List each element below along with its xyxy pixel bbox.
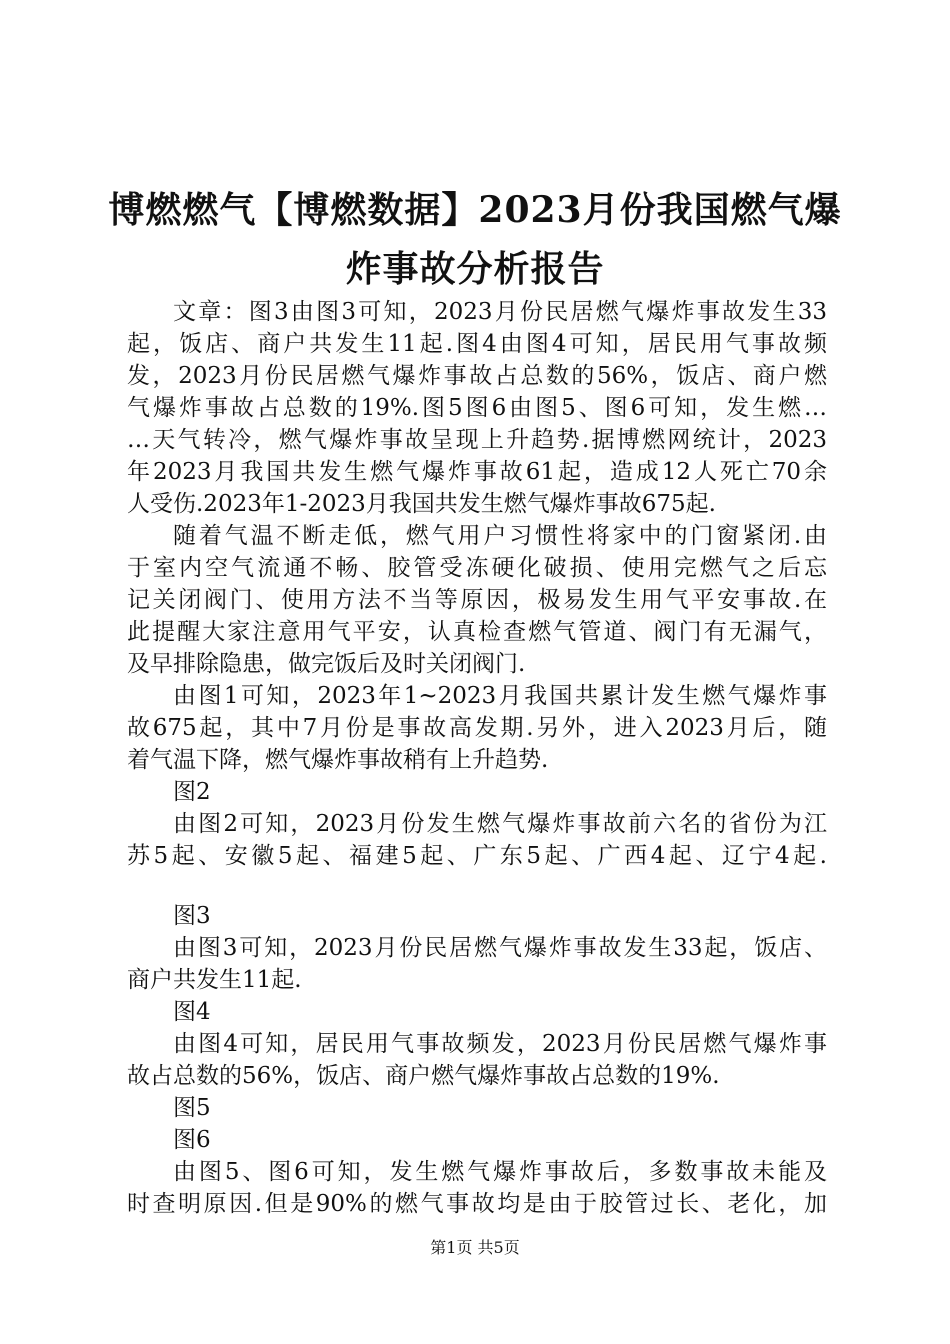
body-line: 此提醒大家注意用气平安，认真检查燃气管道、阀门有无漏气， [127, 619, 827, 645]
body-line: 及早排除隐患，做完饭后及时关闭阀门. [127, 651, 526, 677]
body-line: 于室内空气流通不畅、胶管受冻硬化破损、使用完燃气之后忘 [127, 555, 827, 581]
body-line: 时查明原因.但是90%的燃气事故均是由于胶管过长、老化，加 [127, 1191, 827, 1217]
body-line: …天气转冷，燃气爆炸事故呈现上升趋势.据博燃网统计，2023 [127, 427, 827, 453]
figure-caption: 图5 [173, 1095, 211, 1121]
body-line: 由图3可知，2023月份民居燃气爆炸事故发生33起，饭店、 [173, 935, 827, 961]
figure-caption: 图4 [173, 999, 211, 1025]
body-line: 随着气温不断走低，燃气用户习惯性将家中的门窗紧闭.由 [173, 523, 827, 549]
body-line: 由图2可知，2023月份发生燃气爆炸事故前六名的省份为江 [173, 811, 827, 837]
body-line: 人受伤.2023年1-2023月我国共发生燃气爆炸事故675起. [127, 491, 716, 517]
body-line: 记关闭阀门、使用方法不当等原因，极易发生用气平安事故.在 [127, 587, 827, 613]
figure-caption: 图6 [173, 1127, 211, 1153]
body-line: 由图5、图6可知，发生燃气爆炸事故后，多数事故未能及 [173, 1159, 827, 1185]
body-line: 商户共发生11起. [127, 967, 302, 993]
figure-caption: 图2 [173, 779, 211, 805]
body-line: 由图1可知，2023年1~2023月我国共累计发生燃气爆炸事 [173, 683, 827, 709]
body-line: 气爆炸事故占总数的19%.图5图6由图5、图6可知，发生燃… [127, 395, 827, 421]
body-line: 年2023月我国共发生燃气爆炸事故61起，造成12人死亡70余 [127, 459, 827, 485]
body-line: 苏5起、安徽5起、福建5起、广东5起、广西4起、辽宁4起. [127, 843, 827, 869]
document-title-line-1: 博燃燃气【博燃数据】2023月份我国燃气爆 [108, 189, 842, 231]
body-line: 文章：图3由图3可知，2023月份民居燃气爆炸事故发生33 [173, 299, 827, 325]
body-line: 故占总数的56%，饭店、商户燃气爆炸事故占总数的19%. [127, 1063, 720, 1089]
document-body [127, 296, 827, 1220]
page-number: 第1页 共5页 [430, 1238, 520, 1257]
body-line: 着气温下降，燃气爆炸事故稍有上升趋势. [127, 747, 549, 773]
document-title-line-2: 炸事故分析报告 [345, 248, 605, 290]
body-line: 故675起，其中7月份是事故高发期.另外，进入2023月后，随 [127, 715, 827, 741]
figure-caption: 图3 [173, 903, 211, 929]
body-line: 由图4可知，居民用气事故频发，2023月份民居燃气爆炸事 [173, 1031, 827, 1057]
body-line: 起，饭店、商户共发生11起.图4由图4可知，居民用气事故频 [127, 331, 827, 357]
body-line: 发，2023月份民居燃气爆炸事故占总数的56%，饭店、商户燃 [127, 363, 827, 389]
